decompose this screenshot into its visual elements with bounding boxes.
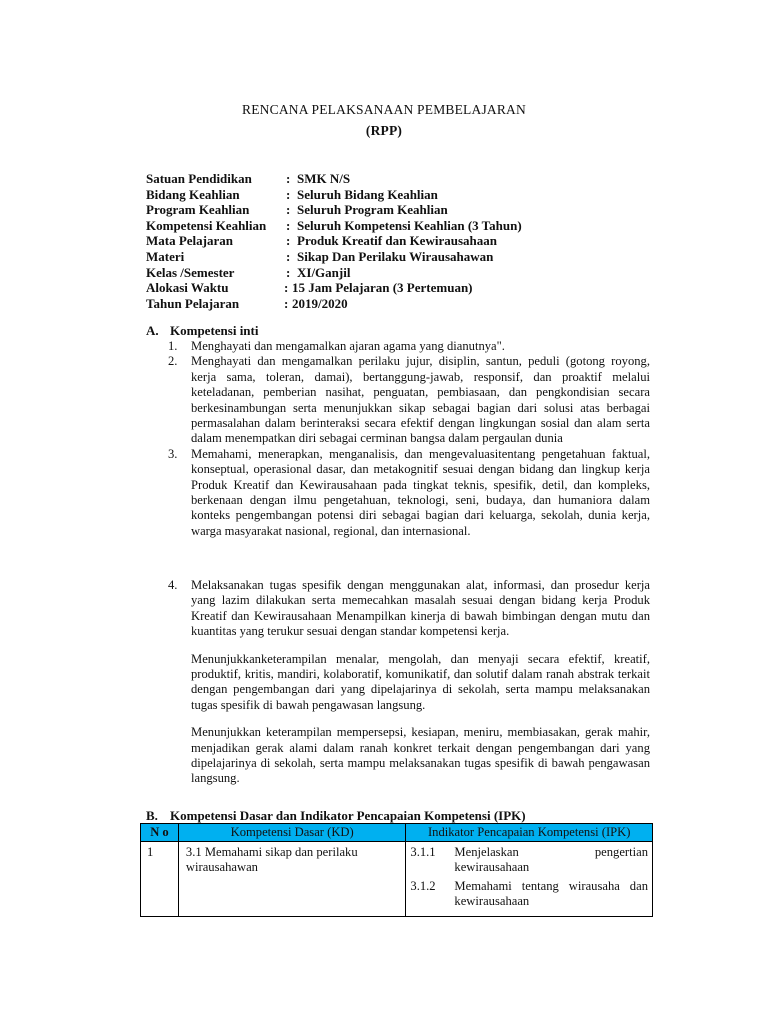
identity-value: Sikap Dan Perilaku Wirausahawan (297, 248, 494, 264)
identity-value: 2019/2020 (292, 295, 348, 311)
identity-separator: : (284, 280, 289, 296)
paragraph: Menunjukkanketerampilan menalar, mengolah, dan menyaji secara efektif, kreatif, produktif, kritis, mandiri, kolaboratif, komunikatif, dan solutif dalam ranah abstrak terkait dengan pengembangan dari yang dipelajarinya di sekolah, serta mampu melaksanakan tugas spesifik di bawah pengawasan langsung. (191, 651, 650, 712)
identity-key: Tahun Pelajaran (146, 295, 240, 311)
identity-key: Alokasi Waktu (146, 280, 229, 296)
ipk-item (410, 845, 648, 875)
cell-ipk (406, 842, 653, 917)
identity-value: 15 Jam Pelajaran (3 Pertemuan) (292, 280, 473, 296)
list-item-number: 4. (168, 578, 178, 592)
identity-value: SMK N/S (297, 171, 351, 186)
document-title: RENCANA PELAKSANAAN PEMBELAJARAN (242, 102, 526, 117)
kompetensi-inti-list-continued (168, 578, 650, 787)
identity-separator: : (286, 186, 291, 202)
paragraph: Menunjukkan keterampilan mempersepsi, kesiapan, meniru, membiasakan, gerak mahir, menjadikan gerak alami dalam ranah konkret terkait dengan pengembangan dari yang dipelajarinya di sekolah, serta mampu melaksanakan tugas spesifik di bawah pengawasan langsung. (191, 725, 650, 786)
section-heading-b (146, 808, 526, 824)
table-header-row (141, 824, 653, 842)
list-item-number: 2. (168, 354, 178, 369)
identity-key: Bidang Keahlian (146, 186, 240, 202)
ipk-text: Menjelaskan pengertian kewirausahaan (454, 845, 648, 874)
list-item-number: 1. (168, 339, 178, 353)
list-item (168, 339, 650, 354)
list-item-text: Memahami, menerapkan, menganalisis, dan mengevaluasitentang pengetahuan faktual, konseptual, operasional dasar, dan metakognitif sesuai dengan bidang dan lingkup kerja Produk Kreatif dan Kewirausahaan pada tingkat teknis, spesifik, detil, dan kompleks, berkenaan dengan ilmu pengetahuan, teknologi, seni, budaya, dan humaniora dalam konteks pengembangan potensi diri sebagai bagian dari keluarga, sekolah, dunia kerja, warga masyarakat nasional, regional, dan internasional. (191, 446, 650, 538)
identity-key: Satuan Pendidikan (146, 171, 252, 186)
column-header-ipk: Indikator Pencapaian Kompetensi (IPK) (406, 824, 653, 842)
table-row (141, 842, 653, 917)
section-heading-a (146, 323, 258, 339)
cell-no: 1 (141, 842, 179, 917)
list-item (168, 447, 650, 539)
identity-value: Seluruh Bidang Keahlian (297, 186, 438, 202)
ipk-code: 3.1.2 (410, 879, 436, 893)
list-item-text: Menghayati dan mengamalkan perilaku jujur, disiplin, santun, peduli (gotong royong, kerja sama, toleran, damai), bertanggung-jawab, responsif, dan proaktif melalui keteladanan, pemberian nasihat, penguatan, pembiasaan, dan pengkondisian secara berkesinambungan serta menunjukkan sikap sebagai bagian dari solusi atas berbagai permasalahan dalam berinteraksi secara efektif dengan lingkungan sosial dan alam serta dalam menempatkan diri sebagai cerminan bangsa dalam pergaulan dunia (191, 354, 650, 446)
identity-key: Materi (146, 248, 185, 264)
list-item-number: 3. (168, 446, 178, 461)
section-letter: B. (146, 808, 158, 823)
list-item-text: Menghayati dan mengamalkan ajaran agama yang dianutnya". (191, 339, 505, 353)
identity-value: Seluruh Program Keahlian (297, 202, 448, 218)
section-letter: A. (146, 323, 159, 338)
identity-value: XI/Ganjil (297, 264, 351, 280)
identity-separator: : (286, 233, 291, 249)
kd-ipk-table (140, 823, 653, 917)
identity-key: Kompetensi Keahlian (146, 217, 267, 233)
ipk-text: Memahami tentang wirausaha dan kewirausahaan (454, 879, 648, 908)
identity-key: Program Keahlian (146, 202, 250, 218)
document-subtitle: (RPP) (365, 123, 403, 138)
list-item-text: Melaksanakan tugas spesifik dengan menggunakan alat, informasi, dan prosedur kerja yang lazim dilakukan serta memecahkan masalah sesuai dengan bidang kerja Produk Kreatif dan Kewirausahaan Menampilkan kinerja di bawah bimbingan dengan mutu dan kuantitas yang terukur sesuai dengan standar kompetensi kerja. (191, 578, 650, 639)
identity-value: Seluruh Kompetensi Keahlian (3 Tahun) (297, 217, 522, 233)
identity-separator: : (286, 264, 291, 280)
ipk-item (410, 879, 648, 909)
identity-separator: : (286, 248, 291, 264)
column-header-no: N o (141, 824, 179, 842)
identity-separator: : (286, 217, 291, 233)
section-title: Kompetensi inti (170, 323, 259, 338)
section-title: Kompetensi Dasar dan Indikator Pencapaian Kompetensi (IPK) (170, 808, 526, 823)
ipk-code: 3.1.1 (410, 845, 436, 859)
identity-separator: : (286, 171, 291, 186)
identity-separator: : (286, 202, 291, 218)
identity-value: Produk Kreatif dan Kewirausahaan (297, 233, 497, 249)
cell-kd: 3.1 Memahami sikap dan perilaku wirausahawan (178, 842, 405, 917)
list-item (168, 578, 650, 640)
list-item (168, 354, 650, 446)
identity-key: Mata Pelajaran (146, 233, 234, 249)
column-header-kd: Kompetensi Dasar (KD) (178, 824, 405, 842)
identity-key: Kelas /Semester (146, 264, 235, 280)
identity-separator: : (284, 295, 289, 311)
kompetensi-inti-list (168, 339, 650, 539)
